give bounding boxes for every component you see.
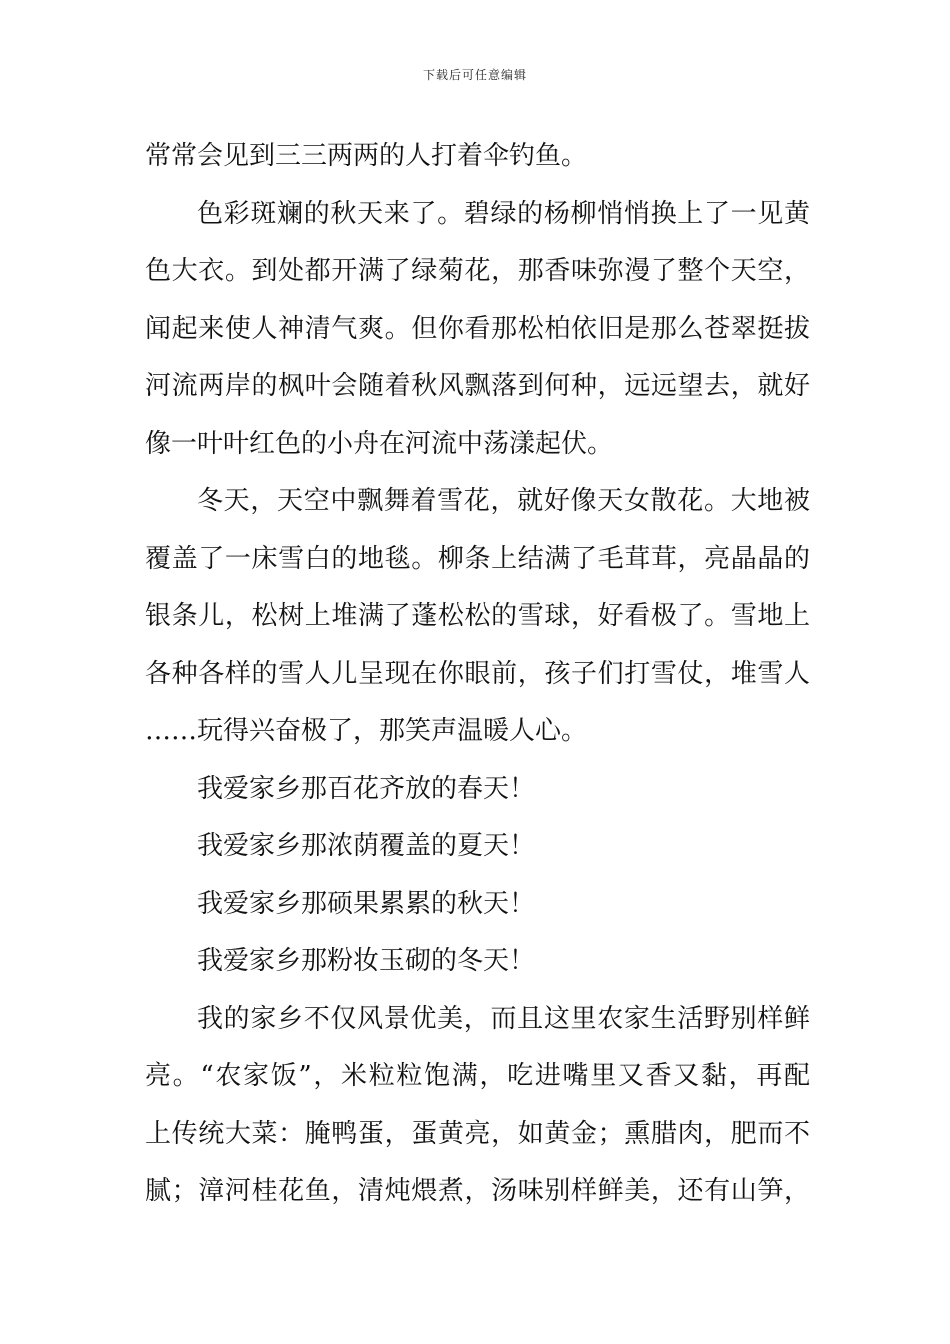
text-line: 像一叶叶红色的小舟在河流中荡漾起伏。 [145,428,614,459]
text-line: 我爱家乡那粉妆玉砌的冬天！ [197,946,536,976]
text-line: 腻；漳河桂花鱼，清炖煨煮，汤味别样鲜美，还有山笋， [145,1176,810,1206]
document-body [145,128,810,1221]
text-line: 我爱家乡那浓荫覆盖的夏天！ [197,831,536,861]
text-line: 各种各样的雪人儿呈现在你眼前，孩子们打雪仗，堆雪人 [145,658,810,689]
text-line: 亮。“农家饭”，米粒粒饱满，吃进嘴里又香又黏，再配 [145,1061,810,1091]
text-line: 色大衣。到处都开满了绿菊花，那香味弥漫了整个天空， [145,256,810,286]
text-line: 银条儿，松树上堆满了蓬松松的雪球，好看极了。雪地上 [145,601,810,631]
text-line: 我爱家乡那硕果累累的秋天！ [197,888,536,919]
text-line: 上传统大菜：腌鸭蛋，蛋黄亮，如黄金；熏腊肉，肥而不 [145,1118,810,1149]
text-line: 我的家乡不仅风景优美，而且这里农家生活野别样鲜 [197,1003,810,1034]
text-line: 覆盖了一床雪白的地毯。柳条上结满了毛茸茸，亮晶晶的 [145,543,810,574]
header-note: 下载后可任意编辑 [422,68,527,82]
text-line: 色彩斑斓的秋天来了。碧绿的杨柳悄悄换上了一见黄 [197,198,810,229]
text-line: 闻起来使人神清气爽。但你看那松柏依旧是那么苍翠挺拔 [145,313,810,344]
text-line: 我爱家乡那百花齐放的春天！ [197,773,536,804]
text-line: ……玩得兴奋极了，那笑声温暖人心。 [145,716,588,746]
text-line: 常常会见到三三两两的人打着伞钓鱼。 [145,141,588,171]
text-line: 河流两岸的枫叶会随着秋风飘落到何种，远远望去，就好 [145,371,810,401]
text-line: 冬天，天空中飘舞着雪花，就好像天女散花。大地被 [197,486,810,516]
